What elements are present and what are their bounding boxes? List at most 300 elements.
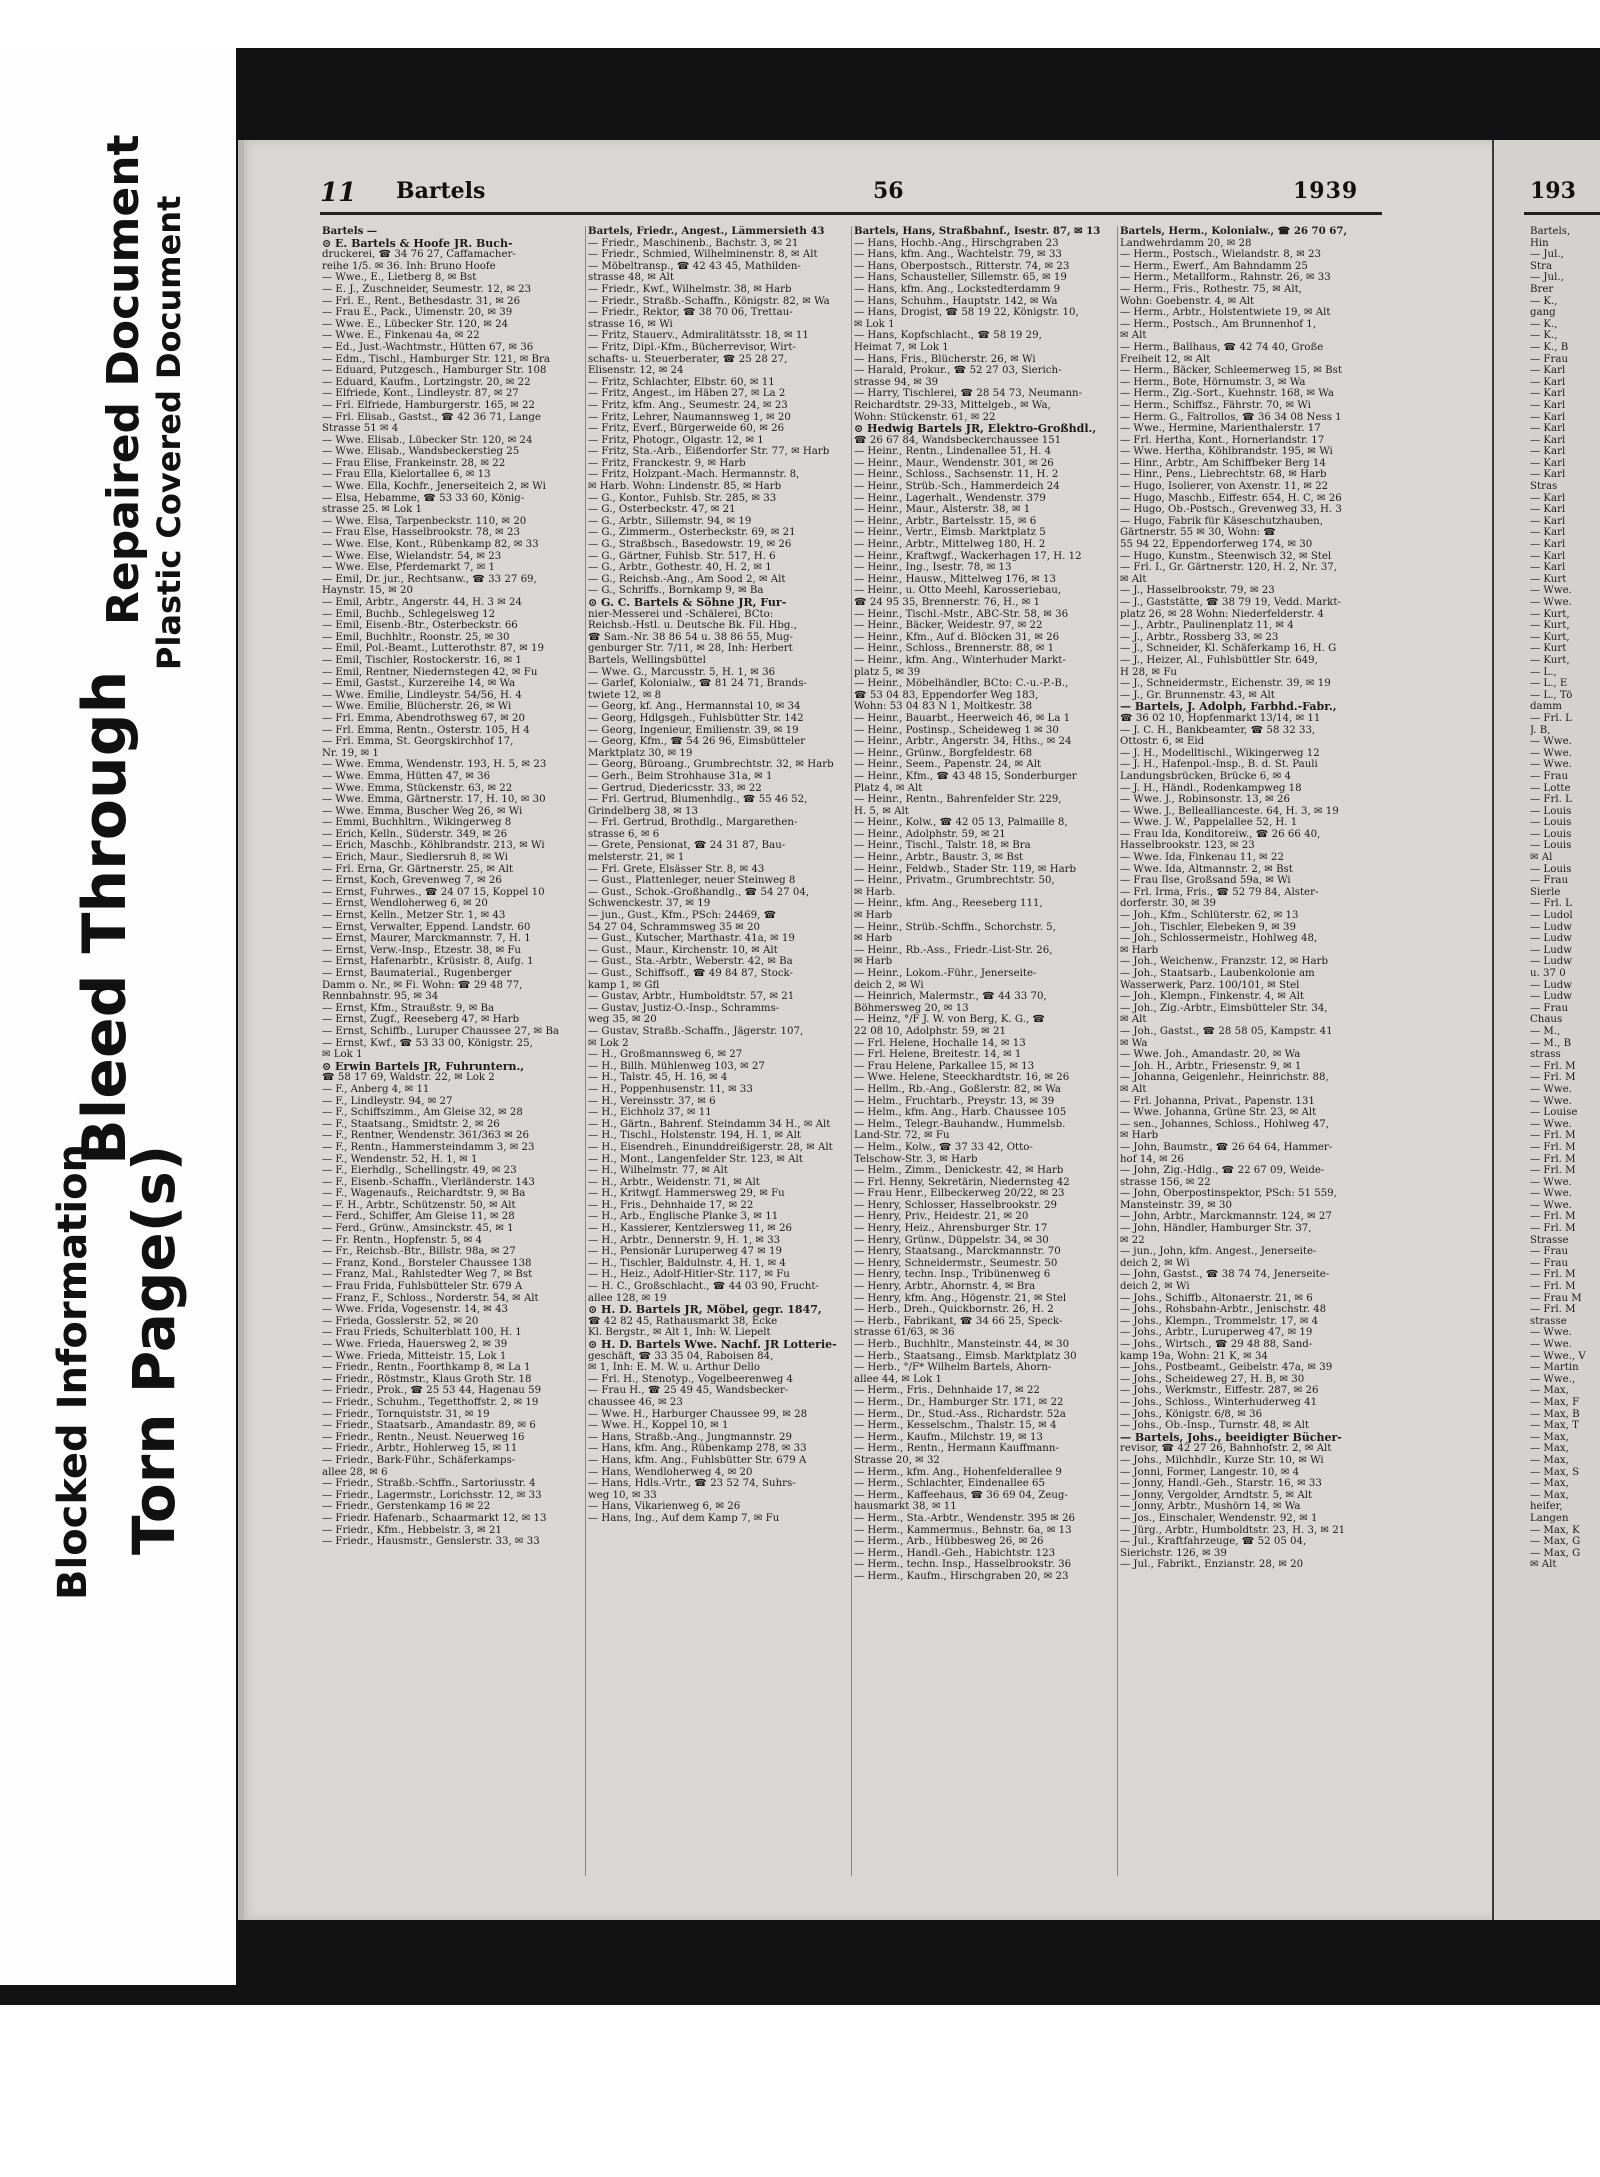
directory-entry: — Jonni, Former, Langestr. 10, ✉ 4 <box>1120 1466 1300 1478</box>
directory-entry: — John, Zig.-Hdlg., ☎ 22 67 09, Weide- <box>1120 1165 1325 1177</box>
directory-entry: — Helm., Fruchtarb., Preystr. 13, ✉ 39 <box>854 1095 1055 1107</box>
directory-entry: — Heinrich, Malermstr., ☎ 44 33 70, <box>854 991 1047 1003</box>
directory-entry: Gärtnerstr. 55 ✉ 30, Wohn: ☎ <box>1120 527 1276 539</box>
directory-entry: — H., Eichholz 37, ✉ 11 <box>588 1107 712 1119</box>
directory-entry: Wohn: 53 04 83 N 1, Moltkestr. 38 <box>854 701 1033 713</box>
directory-entry: — Henry, Heiz., Ahrensburger Str. 17 <box>854 1223 1048 1235</box>
next-page-entry: u. 37 0 <box>1530 968 1566 979</box>
directory-entry: hausmarkt 38, ✉ 11 <box>854 1501 957 1513</box>
directory-entry: — Herm., Kammermus., Behnstr. 6a, ✉ 13 <box>854 1524 1072 1536</box>
directory-entry: ⊙ Hedwig Bartels JR, Elektro-Großhdl., <box>854 423 1097 435</box>
directory-entry: — Frl. I., Gr. Gärtnerstr. 120, H. 2, Nr. 37, <box>1120 562 1337 574</box>
directory-entry: ✉ Harb <box>854 910 893 922</box>
directory-entry: — Heinr., Maur., Alsterstr. 38, ✉ 1 <box>854 504 1031 516</box>
directory-entry: — G., Schriffs., Bornkamp 9, ✉ Ba <box>588 585 764 597</box>
next-page-entry: — Karl <box>1530 504 1566 516</box>
directory-entry: — Heinz, °/F J. W. von Berg, K. G., ☎ <box>854 1014 1046 1026</box>
directory-entry: — Herb., Buchhltr., Mansteinstr. 44, ✉ 30 <box>854 1339 1070 1350</box>
directory-entry: — Friedr., Gerstenkamp 16 ✉ 22 <box>322 1501 491 1513</box>
next-page-entry: — Louise <box>1530 1107 1578 1119</box>
directory-entry: — Erich, Kelln., Süderstr. 349, ✉ 26 <box>322 828 508 840</box>
directory-entry: — John, Baumstr., ☎ 26 64 64, Hammer- <box>1120 1141 1333 1153</box>
directory-entry: — Friedr., Röstmstr., Klaus Groth Str. 18 <box>322 1373 532 1385</box>
directory-entry: — Frau E., Pack., Uimenstr. 20, ✉ 39 <box>322 307 513 319</box>
directory-entry: — Jonny, Vergolder, Arndtstr. 5, ✉ Alt <box>1120 1489 1313 1501</box>
directory-entry: ☎ Sam.-Nr. 38 86 54 u. 38 86 55, Mug- <box>588 631 793 643</box>
directory-entry: — Ernst, Kfm., Straußstr. 9, ✉ Ba <box>322 1002 495 1014</box>
directory-entry: — Bartels, J. Adolph, Farbhd.-Fabr., <box>1120 701 1337 713</box>
next-page-entry: — Wwe. <box>1530 759 1572 771</box>
directory-entry: — Friedr., Maschinenb., Bachstr. 3, ✉ 21 <box>588 237 799 249</box>
next-page-entry: — Karl <box>1530 399 1566 411</box>
directory-entry: — John, Oberpostinspektor, PSch: 51 559, <box>1120 1188 1337 1200</box>
directory-entry: — Ernst, Maurer, Marckmannstr. 7, H. 1 <box>322 933 531 945</box>
directory-entry: — Hans, kfm. Ang., Fuhlsbütter Str. 679 A <box>588 1454 807 1466</box>
directory-entry: — Henry, Schlosser, Hasselbrookstr. 29 <box>854 1199 1058 1211</box>
directory-entry: — Emmi, Buchhltrn., Wikingerweg 8 <box>322 817 512 829</box>
directory-entry: — Joh., Schlossermeistr., Hohlweg 48, <box>1120 933 1318 945</box>
next-page-entry: — Frl. M <box>1530 1223 1576 1235</box>
directory-entry: ⊙ H. D. Bartels Wwe. Nachf. JR Lotterie- <box>588 1339 837 1351</box>
next-page-entry: — Max, <box>1530 1431 1569 1443</box>
next-page-entry: — Louis <box>1530 840 1572 852</box>
directory-entry: — F., Anberg 4, ✉ 11 <box>322 1083 430 1095</box>
directory-entry: — Fritz, Schlachter, Elbstr. 60, ✉ 11 <box>588 376 775 388</box>
directory-entry: — Heinr., Postinsp., Scheideweg 1 ✉ 30 <box>854 724 1059 736</box>
directory-entry: — Franz, Mal., Rahlstedter Weg 7, ✉ Bst <box>322 1269 533 1281</box>
directory-entry: strasse 6, ✉ 6 <box>588 828 660 840</box>
next-page-entry: — Karl <box>1530 365 1566 377</box>
directory-entry: Telschow-Str. 3, ✉ Harb <box>854 1153 978 1165</box>
directory-entry: — G., Kontor., Fuhlsb. Str. 285, ✉ 33 <box>588 492 777 504</box>
directory-entry: — F., Schiffszimm., Am Gleise 32, ✉ 28 <box>322 1107 523 1119</box>
next-page-entry: — Karl <box>1530 527 1566 539</box>
next-page-entry: — Wwe. <box>1530 1118 1572 1130</box>
directory-entry: — Friedr., Lagermstr., Lorichsstr. 12, ✉ 33 <box>322 1489 542 1501</box>
directory-entry: — Heinr., Kraftwgf., Wackerhagen 17, H. 12 <box>854 550 1082 562</box>
directory-entry: — Frl. Helene, Breitestr. 14, ✉ 1 <box>854 1049 1022 1061</box>
directory-entry: Grindelberg 38, ✉ 13 <box>588 805 698 817</box>
directory-entry: strasse 16, ✉ Wi <box>588 318 673 330</box>
directory-entry: — Friedr., Prok., ☎ 25 53 44, Hagenau 59 <box>322 1385 542 1397</box>
directory-entry: — E. J., Zuschneider, Seumestr. 12, ✉ 23 <box>322 283 532 295</box>
directory-entry: Heimat 7, ✉ Lok 1 <box>854 341 949 353</box>
directory-entry: — H. C., Großschlacht., ☎ 44 03 90, Frucht- <box>588 1281 819 1293</box>
directory-entry: — Hans, Kopfschlacht., ☎ 58 19 29, <box>854 330 1042 342</box>
next-page-entry: — Max, <box>1530 1385 1569 1397</box>
next-page-entry: — Louis <box>1530 805 1572 817</box>
directory-entry: — Fr. Rentn., Hopfenstr. 5, ✉ 4 <box>322 1234 483 1246</box>
directory-entry: — Frl. Erna, Gr. Gärtnerstr. 25, ✉ Alt <box>322 863 513 875</box>
directory-entry: — Heinr., Feldwb., Stader Str. 119, ✉ Harb <box>854 863 1077 875</box>
directory-entry: — H., Tischler, Baldulnstr. 4, H. 1, ✉ 4 <box>588 1257 786 1269</box>
directory-entry: — Hans, Schuhm., Hauptstr. 142, ✉ Wa <box>854 295 1058 307</box>
directory-entry: — Georg, Hdlgsgeh., Fuhlsbütter Str. 142 <box>588 712 804 724</box>
directory-entry: — Franz, F., Schloss., Norderstr. 54, ✉ Alt <box>322 1292 539 1304</box>
directory-entry: — Hans, Fris., Blücherstr. 26, ✉ Wi <box>854 353 1036 365</box>
directory-entry: — Frl. Grete, Elsässer Str. 8, ✉ 43 <box>588 863 765 875</box>
directory-entry: — Johs., Ob.-Insp., Turnstr. 48, ✉ Alt <box>1120 1420 1310 1432</box>
directory-entry: allee 44, ✉ Lok 1 <box>854 1373 942 1385</box>
directory-entry: — Heinr., Bauarbt., Heerweich 46, ✉ La 1 <box>854 712 1071 724</box>
directory-entry: — F., Eierhdlg., Schellingstr. 49, ✉ 23 <box>322 1165 517 1177</box>
directory-entry: — Frl. Helene, Hochalle 14, ✉ 13 <box>854 1037 1026 1049</box>
directory-entry: — Henry, techn. Insp., Tribünenweg 6 <box>854 1269 1051 1281</box>
directory-entry: — Hans, Drogist, ☎ 58 19 22, Königstr. 10, <box>854 307 1079 319</box>
next-page-entry: — Karl <box>1530 457 1566 469</box>
directory-entry: — Heinr., Arbtr., Mittelweg 180, H. 2 <box>854 539 1046 551</box>
directory-entry: — H., Heiz., Adolf-Hitler-Str. 117, ✉ Fu <box>588 1269 790 1281</box>
directory-entry: — Wwe. Emma, Hütten 47, ✉ 36 <box>322 770 491 782</box>
directory-entry: — G., Arbtr., Sillemstr. 94, ✉ 19 <box>588 515 752 527</box>
directory-entry: Land-Str. 72, ✉ Fu <box>854 1130 950 1142</box>
directory-entry: — Gust., Schiffsoff., ☎ 49 84 87, Stock- <box>588 968 793 979</box>
directory-entry: — Wwe. Johanna, Grüne Str. 23, ✉ Alt <box>1120 1107 1317 1119</box>
directory-entry: — Ferd., Grünw., Amsinckstr. 45, ✉ 1 <box>322 1223 514 1235</box>
directory-entry: — Heinr., Vertr., Eimsb. Marktplatz 5 <box>854 527 1046 539</box>
directory-entry: — Heinr., Schloss., Sachsenstr. 11, H. 2 <box>854 469 1059 481</box>
directory-entry: — Heinr., Möbelhändler, BCto: C.-u.-P.-B., <box>854 678 1069 690</box>
next-page-entry: — Martin <box>1530 1362 1579 1374</box>
directory-entry: — Herb., Dreh., Quickbornstr. 26, H. 2 <box>854 1304 1054 1316</box>
directory-entry: ☎ 36 02 10, Hopfenmarkt 13/14, ✉ 11 <box>1120 712 1321 724</box>
next-page-entry: — Wwe., V <box>1530 1350 1586 1362</box>
directory-entry: — H., Pensionär Luruperweg 47 ✉ 19 <box>588 1246 782 1258</box>
directory-entry: — Eduard, Putzgesch., Hamburger Str. 108 <box>322 365 547 377</box>
directory-entry: — Georg, Büroang., Grumbrechtstr. 32, ✉ Harb <box>588 759 834 771</box>
directory-entry: — Heinr., Kfm., ☎ 43 48 15, Sonderburger <box>854 770 1077 782</box>
directory-entry: ✉ Alt <box>1120 573 1147 585</box>
directory-entry: — Hans, Oberpostsch., Ritterstr. 74, ✉ 23 <box>854 260 1070 272</box>
directory-entry: ✉ Harb <box>1120 944 1159 956</box>
directory-entry: — Möbeltransp., ☎ 42 43 45, Mathilden- <box>588 260 801 272</box>
directory-entry: ⊙ G. C. Bartels & Söhne JR, Fur- <box>588 597 787 609</box>
directory-entry: — Friedr., Hausmstr., Genslerstr. 33, ✉ 33 <box>322 1536 540 1548</box>
directory-entry: — Wwe. E., Lübecker Str. 120, ✉ 24 <box>322 318 509 330</box>
directory-entry: — Johs., Rohsbahn-Arbtr., Jenischstr. 48 <box>1120 1304 1327 1316</box>
directory-entry: — Emil, Tischler, Rostockerstr. 16, ✉ 1 <box>322 654 522 666</box>
directory-entry: — H., Vereinsstr. 37, ✉ 6 <box>588 1095 716 1107</box>
directory-entry: — Herm., Kesselschm., Thalstr. 15, ✉ 4 <box>854 1420 1057 1432</box>
directory-entry: Rennbahnstr. 95, ✉ 34 <box>322 991 439 1003</box>
next-page-entry: — Karl <box>1530 434 1566 446</box>
next-page-entry: — Max, <box>1530 1443 1569 1455</box>
directory-entry: — Herm., Zig.-Sort., Kuehnstr. 168, ✉ Wa <box>1120 388 1334 400</box>
directory-entry: — Joh., Klempn., Finkenstr. 4, ✉ Alt <box>1120 991 1304 1003</box>
next-page-entry: — Frl. M <box>1530 1153 1576 1165</box>
directory-entry: — Wwe. Helene, Steeckhardtstr. 16, ✉ 26 <box>854 1072 1070 1084</box>
next-page-entry: — Max, T <box>1530 1420 1579 1432</box>
directory-entry: — Johs., Klempn., Trommelstr. 17, ✉ 4 <box>1120 1315 1319 1327</box>
directory-entry: — F., Wagenaufs., Reichardtstr. 9, ✉ Ba <box>322 1188 526 1200</box>
next-page-entry: Stras <box>1530 481 1558 493</box>
next-page-entry: Brer <box>1530 283 1554 295</box>
next-page-entry: Stra <box>1530 260 1553 272</box>
directory-entry: — Hinr., Arbtr., Am Schiffbeker Berg 14 <box>1120 457 1326 469</box>
directory-entry: — Georg, Ingenieur, Emilienstr. 39, ✉ 19 <box>588 724 799 736</box>
directory-entry: — Herm., Arbtr., Holstentwiete 19, ✉ Alt <box>1120 307 1331 319</box>
directory-entry: — Emil, Dr. jur., Rechtsanw., ☎ 33 27 69, <box>322 573 537 585</box>
directory-entry: — Heinr., Strüb.-Sch., Hammerdeich 24 <box>854 481 1060 493</box>
directory-entry: ⊙ H. D. Bartels JR, Möbel, gegr. 1847, <box>588 1304 822 1316</box>
directory-column-1 <box>322 226 584 1876</box>
directory-entry: weg 10, ✉ 33 <box>588 1489 657 1501</box>
directory-entry: — Heinr., Schloss., Brennerstr. 88, ✉ 1 <box>854 643 1055 655</box>
next-page-entry: — Karl <box>1530 515 1566 527</box>
directory-entry: — Wwe. Emma, Buscher Weg 26, ✉ Wi <box>322 805 523 817</box>
directory-entry: — Gerh., Beim Strohhause 31a, ✉ 1 <box>588 770 773 782</box>
directory-entry: — Herm., Schiffsz., Fährstr. 70, ✉ Wi <box>1120 399 1311 411</box>
directory-entry: — Herm., kfm. Ang., Hohenfelderallee 9 <box>854 1466 1062 1478</box>
next-page-entry: — Ludw <box>1530 944 1572 956</box>
directory-entry: — Wwe. Ella, Kochfr., Jenerseiteich 2, ✉ Wi <box>322 481 546 493</box>
directory-entry: Ottostr. 6, ✉ Eid <box>1120 736 1205 748</box>
next-page-column <box>1530 226 1600 1571</box>
directory-entry: — Herm., Fris., Dehnhaide 17, ✉ 22 <box>854 1385 1040 1397</box>
directory-entry: — Gust., Kutscher, Marthastr. 41a, ✉ 19 <box>588 933 795 945</box>
next-page-entry: — Ludw <box>1530 991 1572 1003</box>
directory-entry: — Wwe. Else, Wielandstr. 54, ✉ 23 <box>322 550 502 562</box>
directory-entry: — Joh. H., Arbtr., Friesenstr. 9, ✉ 1 <box>1120 1060 1302 1072</box>
directory-entry: Nr. 19, ✉ 1 <box>322 747 379 759</box>
directory-entry: — Hans, Straßb.-Ang., Jungmannstr. 29 <box>588 1431 792 1443</box>
directory-entry: — Ernst, Kwf., ☎ 53 33 00, Königstr. 25, <box>322 1037 533 1049</box>
directory-entry: — Henry, kfm. Ang., Högenstr. 21, ✉ Stel <box>854 1292 1067 1304</box>
next-page-entry: Sierle <box>1530 886 1561 898</box>
next-page-entry: — Karl <box>1530 423 1566 435</box>
directory-entry: — Herm., Postsch., Wielandstr. 8, ✉ 23 <box>1120 249 1321 261</box>
next-page-entry: — Wwe. <box>1530 1188 1572 1200</box>
next-page-entry: — Wwe. <box>1530 1339 1572 1350</box>
directory-entry: schafts- u. Steuerberater, ☎ 25 28 27, <box>588 353 788 365</box>
directory-entry: — J., Hasselbrookstr. 79, ✉ 23 <box>1120 585 1275 597</box>
directory-entry: — Georg, kf. Ang., Hermannstal 10, ✉ 34 <box>588 701 801 713</box>
next-page-entry: — L., Tö <box>1530 689 1573 701</box>
next-page-entry: — Frl. M <box>1530 1281 1576 1293</box>
next-page-entry: — Kurt <box>1530 643 1567 655</box>
directory-entry: — Erich, Maur., Siedlersruh 8, ✉ Wi <box>322 852 508 864</box>
directory-entry: — Herm., Dr., Hamburger Str. 171, ✉ 22 <box>854 1396 1064 1408</box>
directory-entry: — Heinr., Adolphstr. 59, ✉ 21 <box>854 828 1006 840</box>
header-surname: Bartels <box>396 178 486 204</box>
column-divider <box>1117 226 1118 1876</box>
next-page-entry: — Ludw <box>1530 979 1572 991</box>
directory-entry: — J. C. H., Bankbeamter, ☎ 58 32 33, <box>1120 724 1316 736</box>
directory-entry: — Heinr., Arbtr., Angerstr. 34, Hths., ✉ 24 <box>854 736 1072 748</box>
directory-entry: — Hans, Hochb.-Ang., Hirschgraben 23 <box>854 237 1059 249</box>
directory-entry: — Wwe. G., Marcusstr. 5, H. 1, ✉ 36 <box>588 666 776 678</box>
directory-entry: — Ernst, Hafenarbtr., Krüsistr. 8, Aufg. 1 <box>322 956 534 968</box>
next-page-entry: — Frl. L <box>1530 794 1572 806</box>
directory-entry: weg 35, ✉ 20 <box>588 1014 657 1026</box>
directory-entry: Elisenstr. 12, ✉ 24 <box>588 365 684 377</box>
directory-entry: genburger Str. 7/11, ✉ 28, Inh: Herbert <box>588 643 793 655</box>
next-page-entry: — Kurt, <box>1530 631 1570 643</box>
directory-entry: — Emil, Eisenb.-Btr., Osterbeckstr. 66 <box>322 620 518 632</box>
next-page-entry: Bartels, <box>1530 226 1571 237</box>
directory-entry: — Herm., Metallform., Rahnstr. 26, ✉ 33 <box>1120 272 1331 284</box>
next-page-entry: — Karl <box>1530 550 1566 562</box>
directory-entry: — Gust., Maur., Kirchenstr. 10, ✉ Alt <box>588 944 778 956</box>
directory-entry: — J. H., Hafenpol.-Insp., B. d. St. Pauli <box>1120 759 1318 771</box>
directory-entry: — H., Kassierer, Kentzlersweg 11, ✉ 26 <box>588 1223 793 1235</box>
directory-entry: — Jul., Kraftfahrzeuge, ☎ 52 05 04, <box>1120 1536 1307 1548</box>
directory-column-2 <box>588 226 850 1876</box>
directory-entry: — Wwe. J. W., Pappelallee 52, H. 1 <box>1120 817 1298 829</box>
directory-entry: — Helm., Kolw., ☎ 37 33 42, Otto- <box>854 1141 1033 1153</box>
directory-entry: — Wwe. Joh., Amandastr. 20, ✉ Wa <box>1120 1049 1301 1061</box>
directory-entry: kamp 19a, Wohn: 21 K, ✉ 34 <box>1120 1350 1268 1362</box>
next-page-entry: — Frau <box>1530 353 1568 365</box>
directory-entry: — Ernst, Zugf., Reeseberg 47, ✉ Harb <box>322 1014 520 1026</box>
directory-entry: — Gustav, Straßb.-Schaffn., Jägerstr. 107, <box>588 1025 804 1037</box>
next-page-entry: — Louis <box>1530 828 1572 840</box>
directory-entry: — H., Großmannsweg 6, ✉ 27 <box>588 1049 743 1061</box>
directory-entry: — Wwe. H., Harburger Chaussee 99, ✉ 28 <box>588 1408 808 1420</box>
directory-entry: — Heinr., Privatm., Grumbrechtstr. 50, <box>854 875 1055 887</box>
header-page-number: 56 <box>873 178 904 204</box>
label-bleed-through: Bleed Through <box>70 670 140 1165</box>
next-page-entry: — Frl. M <box>1530 1165 1576 1177</box>
directory-entry: — Heinr., Rentn., Lindenallee 51, H. 4 <box>854 446 1052 458</box>
directory-entry: — Helm., Telegr.-Bauhandw., Hummelsb. <box>854 1118 1066 1130</box>
directory-entry: nier-Messerei und -Schälerei, BCto: <box>588 608 774 620</box>
directory-entry: — H., Gärtn., Bahrenf. Steindamm 34 H., ✉ Alt <box>588 1118 831 1130</box>
directory-entry: — Herm., Dr., Stud.-Ass., Richardstr. 52a <box>854 1408 1066 1420</box>
directory-entry: Reichardtstr. 29-33, Mittelgeb., ✉ Wa, <box>854 399 1051 411</box>
directory-entry: deich 2, ✉ Wi <box>1120 1257 1190 1269</box>
directory-entry: — Heinr., u. Otto Meehl, Karosseriebau, <box>854 585 1062 597</box>
directory-entry: — Frl. Hertha, Kont., Hornerlandstr. 17 <box>1120 434 1325 446</box>
column-head: Bartels, Hans, Straßbahnf., Isestr. 87, ✉ 13 <box>854 226 1101 237</box>
directory-entry: — Herb., Fabrikant, ☎ 34 66 25, Speck- <box>854 1315 1063 1327</box>
directory-entry: — Herm., Handl.-Geh., Habichtstr. 123 <box>854 1547 1056 1559</box>
directory-entry: — Frl. Gertrud, Blumenhdlg., ☎ 55 46 52, <box>588 794 808 806</box>
directory-entry: ✉ 1, Inh: E. M. W. u. Arthur Dello <box>588 1362 760 1374</box>
next-page-entry: J. B, <box>1530 724 1551 736</box>
directory-entry: — Herm., Schlachter, Eindenallee 65 <box>854 1478 1045 1490</box>
directory-entry: — Heinr., Lokom.-Führ., Jenerseite- <box>854 968 1037 979</box>
directory-entry: — Joh., Gastst., ☎ 28 58 05, Kampstr. 41 <box>1120 1025 1333 1037</box>
next-page-entry: — Wwe., <box>1530 1373 1576 1385</box>
next-page-entry: — Ludw <box>1530 956 1572 968</box>
directory-entry: — Gust., Plattenleger, neuer Steinweg 8 <box>588 875 796 887</box>
directory-entry: — H., Arbtr., Dennerstr. 9, H. 1, ✉ 33 <box>588 1234 781 1246</box>
directory-entry: — F., Staatsang., Smidtstr. 2, ✉ 26 <box>322 1118 500 1130</box>
directory-entry: — F., Eisenb.-Schaffn., Vierländerstr. 143 <box>322 1176 535 1188</box>
directory-entry: — Bartels, Johs., beeidigter Bücher- <box>1120 1431 1342 1444</box>
next-page-entry: — Frl. M <box>1530 1141 1576 1153</box>
directory-entry: — Friedr., Arbtr., Hohlerweg 15, ✉ 11 <box>322 1443 518 1455</box>
directory-entry: Schwenckestr. 37, ✉ 19 <box>588 898 711 910</box>
directory-entry: — Friedr., Kwf., Wilhelmstr. 38, ✉ Harb <box>588 283 792 295</box>
directory-entry: Sierichstr. 126, ✉ 39 <box>1120 1547 1227 1559</box>
directory-entry: — Gust., Schok.-Großhandlg., ☎ 54 27 04, <box>588 886 810 898</box>
directory-entry: — Heinr., Arbtr., Baustr. 3, ✉ Bst <box>854 852 1024 864</box>
directory-entry: — Wwe. Frida, Vogesenstr. 14, ✉ 43 <box>322 1304 509 1316</box>
directory-entry: — Emil, Buchb., Schlegelsweg 12 <box>322 608 496 620</box>
directory-entry: Landwehrdamm 20, ✉ 28 <box>1120 237 1252 249</box>
directory-entry: — Hans, Ing., Auf dem Kamp 7, ✉ Fu <box>588 1512 780 1524</box>
directory-entry: — F., Rentn., Hammersteindamm 3, ✉ 23 <box>322 1141 535 1153</box>
next-page-entry: — Frl. L <box>1530 712 1572 724</box>
directory-entry: — Hans, kfm. Ang., Rübenkamp 278, ✉ 33 <box>588 1443 807 1455</box>
directory-entry: — Wwe. Emma, Wendenstr. 193, H. 5, ✉ 23 <box>322 759 547 771</box>
directory-entry: — H., Kritwgf. Hammersweg 29, ✉ Fu <box>588 1188 785 1200</box>
directory-entry: — Johs., Königstr. 6/8, ✉ 36 <box>1120 1408 1263 1420</box>
directory-entry: — Fritz, Photogr., Olgastr. 12, ✉ 1 <box>588 434 764 446</box>
next-page-entry: — Kurt, <box>1530 654 1570 666</box>
label-blocked-information: Blocked Information <box>50 1143 96 1600</box>
directory-entry: hof 14, ✉ 26 <box>1120 1153 1184 1165</box>
directory-entry: — Herm., Bote, Hörnumstr. 3, ✉ Wa <box>1120 376 1306 388</box>
directory-entry: — G., Straßbsch., Basedowstr. 19, ✉ 26 <box>588 539 792 551</box>
directory-entry: — Friedr., Straßb.-Schffn., Sartoriusstr. 4 <box>322 1478 536 1490</box>
directory-entry: — Hans, kfm. Ang., Lockstedterdamm 9 <box>854 283 1061 295</box>
directory-entry: — Helm., kfm. Ang., Harb. Chaussee 105 <box>854 1107 1067 1119</box>
directory-entry: — Jos., Einschaler, Wendenstr. 92, ✉ 1 <box>1120 1512 1318 1524</box>
directory-entry: — Ernst, Koch, Grevenweg 7, ✉ 26 <box>322 875 502 887</box>
directory-entry: — Henry, Arbtr., Ahornstr. 4, ✉ Bra <box>854 1281 1036 1293</box>
directory-entry: ✉ Lok 1 <box>854 318 895 330</box>
directory-entry: — Ernst, Verw.-Insp., Etzestr. 38, ✉ Fu <box>322 944 521 956</box>
directory-entry: — Frl. Elisab., Gastst., ☎ 42 36 71, Lange <box>322 411 541 423</box>
directory-column-4 <box>1120 226 1382 1876</box>
next-page-entry: Hin <box>1530 237 1549 249</box>
directory-entry: — Johs., Schloss., Winterhuderweg 41 <box>1120 1396 1318 1408</box>
directory-entry: — Ernst, Wendloherweg 6, ✉ 20 <box>322 898 488 910</box>
directory-entry: — Friedr., Tornquiststr. 31, ✉ 19 <box>322 1408 490 1420</box>
directory-entry: — J., Schneider, Kl. Schäferkamp 16, H. G <box>1120 643 1337 655</box>
directory-entry: — Hans, Schausteller, Sillemstr. 65, ✉ 19 <box>854 272 1067 284</box>
page-binding-edge <box>238 140 244 1920</box>
next-page-entry: — M., <box>1530 1025 1561 1037</box>
directory-entry: — Harry, Tischlerei, ☎ 28 54 73, Neumann- <box>854 388 1083 400</box>
next-page-entry: — Frau <box>1530 770 1568 782</box>
next-page-entry: — Frl. M <box>1530 1304 1576 1316</box>
next-page-entry: — Karl <box>1530 411 1566 423</box>
next-page-entry: — Ludw <box>1530 933 1572 945</box>
directory-entry: — Fritz, Holzpant.-Mach. Hermannstr. 8, <box>588 469 800 481</box>
directory-entry: — G., Reichsb.-Ang., Am Sood 2, ✉ Alt <box>588 573 786 585</box>
directory-entry: — Fritz, Stauerv., Admiralitätsstr. 18, ✉ 11 <box>588 330 809 342</box>
directory-entry: druckerei, ☎ 34 76 27, Caffamacher- <box>322 249 516 261</box>
scanner-bottom-edge <box>0 1985 1600 2005</box>
directory-entry: — Joh., Kfm., Schlüterstr. 62, ✉ 13 <box>1120 910 1299 922</box>
header-rule <box>320 212 1382 215</box>
directory-entry: — Gertrud, Diedericsstr. 33, ✉ 22 <box>588 782 762 794</box>
next-page-entry: — Karl <box>1530 376 1566 388</box>
scanner-edge-block <box>1440 48 1600 118</box>
next-page-entry: — Karl <box>1530 446 1566 458</box>
directory-entry: — Fritz, Dipl.-Kfm., Bücherrevisor, Wirt- <box>588 341 796 353</box>
directory-entry: — Johs., Wirtsch., ☎ 29 48 88, Sand- <box>1120 1339 1313 1350</box>
directory-entry: — Johs., Scheideweg 27, H. B, ✉ 30 <box>1120 1373 1305 1385</box>
next-page-entry: — L., <box>1530 666 1557 678</box>
directory-entry: — Wwe. J., Belleallianceste. 64, H. 3, ✉ 19 <box>1120 805 1339 817</box>
directory-entry: — Harald, Prokur., ☎ 52 27 03, Sierich- <box>854 365 1062 377</box>
directory-entry: — Frl. Elfriede, Hamburgerstr. 165, ✉ 22 <box>322 399 535 411</box>
directory-entry: 54 27 04, Schrammsweg 35 ✉ 20 <box>588 921 761 933</box>
directory-entry: ☎ 58 17 69, Waldstr. 22, ✉ Lok 2 <box>322 1072 495 1084</box>
directory-entry: — Friedr., Bark-Führ., Schäferkamps- <box>322 1454 516 1466</box>
next-page-entry: — Max, G <box>1530 1536 1581 1548</box>
scan-background-top <box>0 0 1600 48</box>
directory-entry: — Hans, Hdls.-Vrtr., ☎ 23 52 74, Suhrs- <box>588 1478 796 1490</box>
directory-entry: ✉ Harb. Wohn: Lindenstr. 85, ✉ Harb <box>588 481 782 493</box>
directory-entry: — Wwe. Emma, Stückenstr. 63, ✉ 22 <box>322 782 513 794</box>
directory-entry: — Jonny, Arbtr., Mushörn 14, ✉ Wa <box>1120 1501 1301 1513</box>
